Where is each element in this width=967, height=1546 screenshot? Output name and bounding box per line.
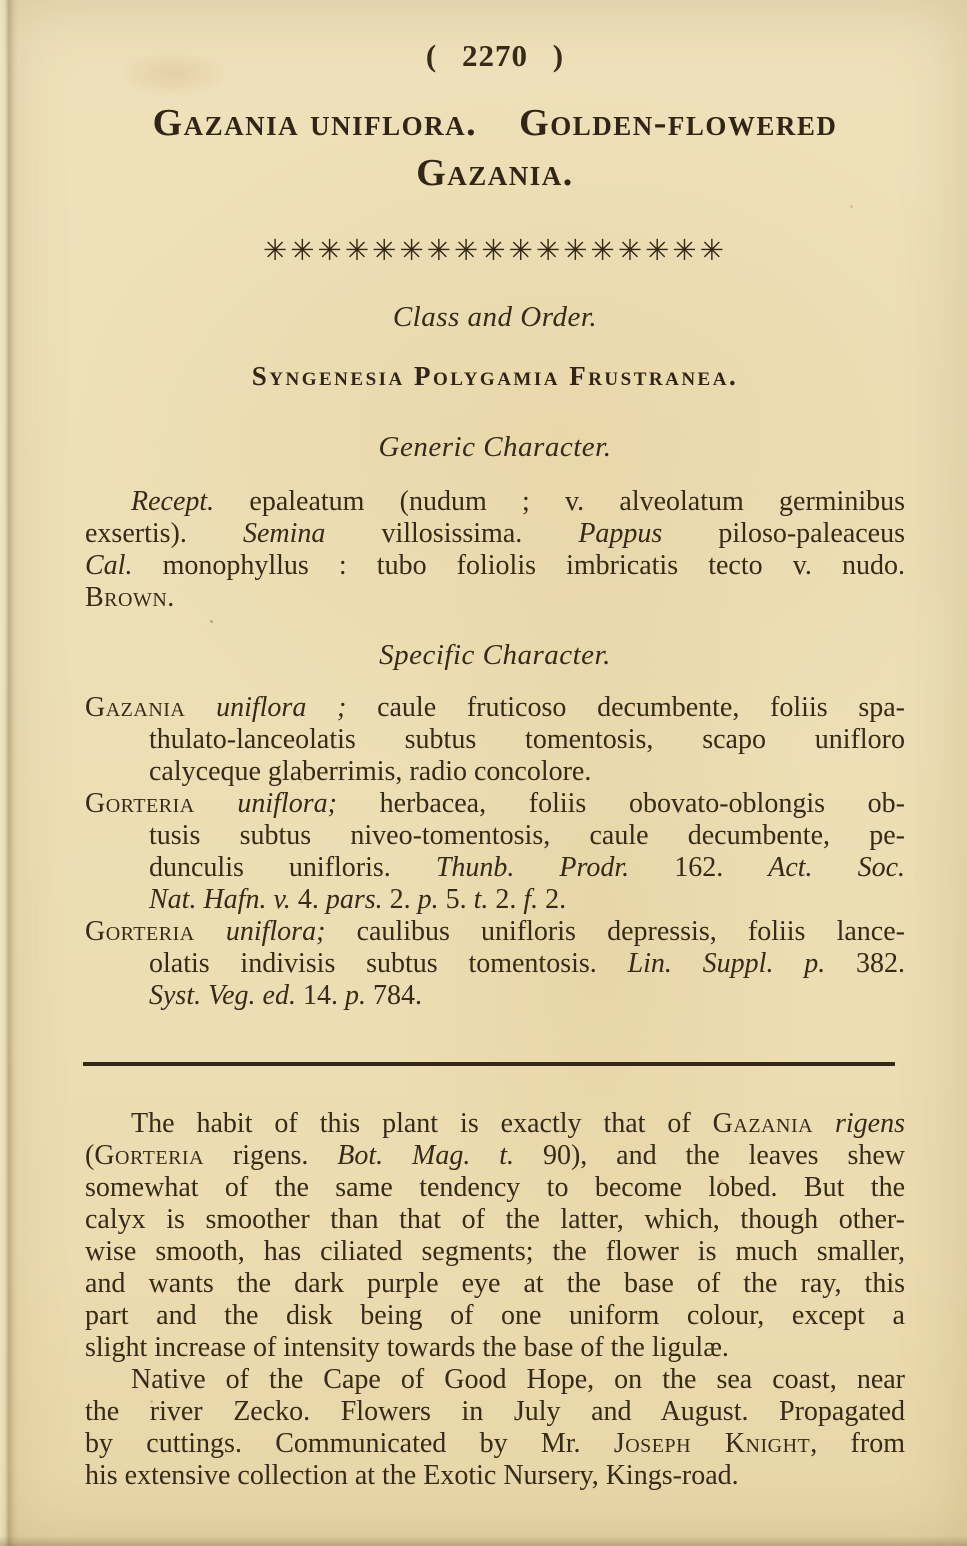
asterisk-ornament-row: ✳✳✳✳✳✳✳✳✳✳✳✳✳✳✳✳✳: [262, 233, 728, 267]
text-line: [149, 884, 905, 916]
text-line: [85, 486, 905, 518]
text-segment: rigens.: [204, 1140, 338, 1171]
title-common-name-part1: Golden-flowered: [519, 102, 838, 144]
text-segment: Thunb. Prodr.: [435, 852, 630, 883]
text-segment: Joseph Knight: [613, 1428, 811, 1459]
text-segment: pars.: [325, 884, 383, 915]
text-segment: 14.: [295, 980, 345, 1011]
specific-character-entries: [85, 692, 905, 1012]
text-segment: somewhat of the same tendency to become lobed. But the: [85, 1172, 905, 1203]
text-segment: wise smooth, has ciliated segments; the flower is much smaller,: [85, 1236, 905, 1267]
text-line: [85, 692, 905, 724]
text-segment: the river Zecko. Flowers in July and August. Propagated: [85, 1396, 905, 1427]
text-line: [85, 1140, 905, 1172]
text-line: [85, 1268, 905, 1300]
text-segment: 2.: [538, 884, 567, 915]
text-line: [85, 1332, 905, 1364]
specific-entry-gorteria-uniflora-thunb: [85, 788, 905, 916]
text-segment: 2.: [488, 884, 524, 915]
text-segment: uniflora ;: [185, 692, 347, 723]
text-line: [149, 948, 905, 980]
text-segment: Gorteria: [85, 916, 195, 947]
text-segment: t.: [473, 884, 489, 915]
text-line: [149, 852, 905, 884]
text-segment: Act. Soc.: [768, 852, 906, 883]
text-line: [85, 1364, 905, 1396]
text-line: [85, 1172, 905, 1204]
text-segment: Gorteria: [94, 1140, 205, 1171]
text-segment: 4.: [290, 884, 326, 915]
page-content: [85, 0, 905, 1492]
text-segment: calyx is smoother than that of the latter, which, though other-: [85, 1204, 905, 1235]
text-line: [85, 550, 905, 582]
text-line: [149, 756, 905, 788]
text-segment: f.: [523, 884, 539, 915]
heading-specific-character: Specific Character.: [379, 639, 611, 671]
specific-entry-gorteria-uniflora-lin: [85, 916, 905, 1012]
text-segment: his extensive collection at the Exotic Nursery, Kings-road.: [85, 1460, 739, 1491]
text-segment: slight increase of intensity towards the base of the ligulæ.: [85, 1332, 729, 1363]
text-segment: p.: [417, 884, 439, 915]
text-segment: thulato-lanceolatis subtus tomentosis, scapo unifloro: [149, 724, 905, 755]
separator-rule: [83, 1062, 895, 1066]
text-segment: caule fruticoso decumbente, foliis spa-: [346, 692, 905, 723]
class-and-order-value: Syngenesia Polygamia Frustranea.: [251, 361, 739, 391]
text-segment: Nat. Hafn. v.: [149, 884, 291, 915]
text-line: [85, 1108, 905, 1140]
text-segment: Lin. Suppl. p.: [627, 948, 826, 979]
text-segment: p.: [344, 980, 366, 1011]
generic-character-paragraph: [85, 486, 905, 614]
text-segment: Gorteria: [85, 788, 195, 819]
text-segment: Brown.: [85, 582, 175, 613]
text-line: [149, 820, 905, 852]
text-segment: Gazania: [712, 1108, 814, 1139]
text-segment: exsertis).: [85, 518, 243, 549]
text-segment: part and the disk being of one uniform colour, except a: [85, 1300, 905, 1331]
text-line: [85, 1428, 905, 1460]
text-segment: Syst. Veg. ed.: [149, 980, 296, 1011]
text-segment: Pappus: [578, 518, 663, 549]
text-segment: olatis indivisis subtus tomentosis.: [149, 948, 628, 979]
text-line: [85, 1204, 905, 1236]
text-segment: 5.: [438, 884, 474, 915]
title-line-2: Gazania.: [416, 152, 574, 194]
text-line: [85, 1300, 905, 1332]
text-segment: Recept.: [131, 486, 215, 517]
text-segment: [813, 1108, 835, 1139]
text-segment: 162.: [629, 852, 769, 883]
text-segment: 90), and the leaves shew: [514, 1140, 905, 1171]
title-line-1: [85, 98, 905, 148]
text-segment: Cal.: [85, 550, 133, 581]
text-segment: Gazania: [85, 692, 186, 723]
text-segment: uniflora;: [194, 916, 326, 947]
page-left-edge-shadow: [0, 0, 18, 1546]
text-segment: 2.: [382, 884, 418, 915]
text-segment: , from: [810, 1428, 905, 1459]
heading-generic-character: Generic Character.: [378, 431, 612, 463]
text-segment: by cuttings. Communicated by Mr.: [85, 1428, 614, 1459]
text-segment: The habit of this plant is exactly that of: [131, 1108, 713, 1139]
text-segment: caulibus unifloris depressis, foliis lance-: [325, 916, 905, 947]
title-species-name: Gazania uniflora.: [152, 102, 478, 144]
text-line: [149, 724, 905, 756]
text-segment: epaleatum (nudum ; v. alveolatum germinibus: [214, 486, 905, 517]
specific-entry-gazania-uniflora: [85, 692, 905, 788]
page-number: ( 2270 ): [425, 38, 565, 73]
text-segment: herbacea, foliis obovato-oblongis ob-: [336, 788, 905, 819]
heading-class-and-order: Class and Order.: [392, 301, 598, 333]
text-segment: monophyllus : tubo foliolis imbricatis tecto v. nudo.: [132, 550, 905, 581]
body-paragraph-habitat: [85, 1364, 905, 1492]
text-line: [85, 916, 905, 948]
text-line: [149, 980, 905, 1012]
text-line: [85, 1460, 905, 1492]
body-paragraph-description: [85, 1108, 905, 1364]
text-segment: calyceque glaberrimis, radio concolore.: [149, 756, 592, 787]
text-segment: tusis subtus niveo-tomentosis, caule decumbente, pe-: [149, 820, 905, 851]
text-line: [85, 788, 905, 820]
text-segment: uniflora;: [194, 788, 337, 819]
text-line: [85, 1236, 905, 1268]
text-segment: (: [85, 1140, 95, 1171]
text-segment: Bot. Mag. t.: [337, 1140, 515, 1171]
text-segment: rigens: [835, 1108, 905, 1139]
main-title: [85, 98, 905, 198]
page-bottom-edge-shadow: [0, 1536, 967, 1546]
text-segment: villosissima.: [325, 518, 579, 549]
text-segment: Semina: [242, 518, 326, 549]
text-segment: 784.: [365, 980, 422, 1011]
text-line: [85, 582, 905, 614]
text-segment: dunculis unifloris.: [149, 852, 436, 883]
text-segment: and wants the dark purple eye at the base of the ray, this: [85, 1268, 905, 1299]
text-segment: Native of the Cape of Good Hope, on the sea coast, near: [131, 1364, 905, 1395]
text-segment: piloso-paleaceus: [662, 518, 905, 549]
text-line: [85, 1396, 905, 1428]
text-line: [85, 518, 905, 550]
text-segment: 382.: [825, 948, 906, 979]
